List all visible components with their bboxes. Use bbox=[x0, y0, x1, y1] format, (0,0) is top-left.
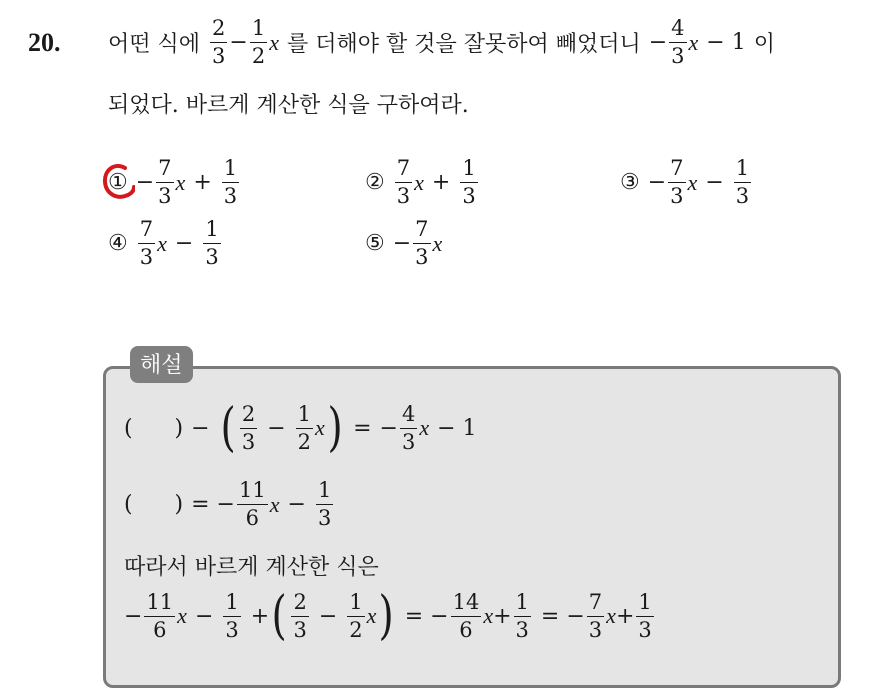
choice-1[interactable]: ① − $\frac{7}{3}$ x + $\frac{1}{3}$ bbox=[108, 156, 238, 208]
question-text: 를 더해야 할 것을 잘못하여 빼었더니 bbox=[286, 32, 641, 57]
solution-title: 해설 bbox=[130, 346, 193, 383]
solution-row-3: 따라서 바르게 계산한 식은 bbox=[124, 555, 379, 580]
question-line-2: 되었다. 바르게 계산한 식을 구하여라. bbox=[108, 93, 469, 118]
solution-row-2: ( ) = − $\frac{11}{6}$ x − $\frac{1}{3}$ bbox=[124, 478, 332, 530]
choice-2[interactable]: ② $\frac{7}{3}$ x + $\frac{1}{3}$ bbox=[365, 156, 476, 208]
question-number: 20. bbox=[28, 28, 61, 57]
solution-row-1: ( ) − ( $\frac{2}{3}$ − $\frac{1}{2}$ x ) = − $\frac{4}{3}$ x − 1 bbox=[124, 398, 477, 458]
question-text: 어떤 식에 bbox=[108, 32, 201, 57]
fraction: $\frac{1}{2}$ bbox=[251, 16, 266, 68]
choice-5[interactable]: ⑤ − $\frac{7}{3}$ x bbox=[365, 217, 443, 269]
question-line-1: 어떤 식에 $\frac{2}{3}$ − $\frac{1}{2}$ x 를 더해야 할 것을 잘못하여 빼었더니 − $\frac{4}{3}$ x − 1 이 bbox=[108, 16, 775, 68]
solution-row-4: − $\frac{11}{6}$ x − $\frac{1}{3}$ + ( $\frac{2}{3}$ − $\frac{1}{2}$ x ) = − $\frac{14}{6}$ x + $\frac{1}{3}$ = − $\frac{7}{3}$ x + $\frac{1}{3}$ bbox=[124, 586, 652, 646]
choice-4[interactable]: ④ $\frac{7}{3}$ x − $\frac{1}{3}$ bbox=[108, 217, 219, 269]
fraction: $\frac{2}{3}$ bbox=[212, 16, 226, 68]
choice-3[interactable]: ③ − $\frac{7}{3}$ x − $\frac{1}{3}$ bbox=[620, 156, 750, 208]
selected-answer-circle-icon bbox=[101, 162, 135, 202]
fraction: $\frac{4}{3}$ bbox=[671, 16, 685, 68]
